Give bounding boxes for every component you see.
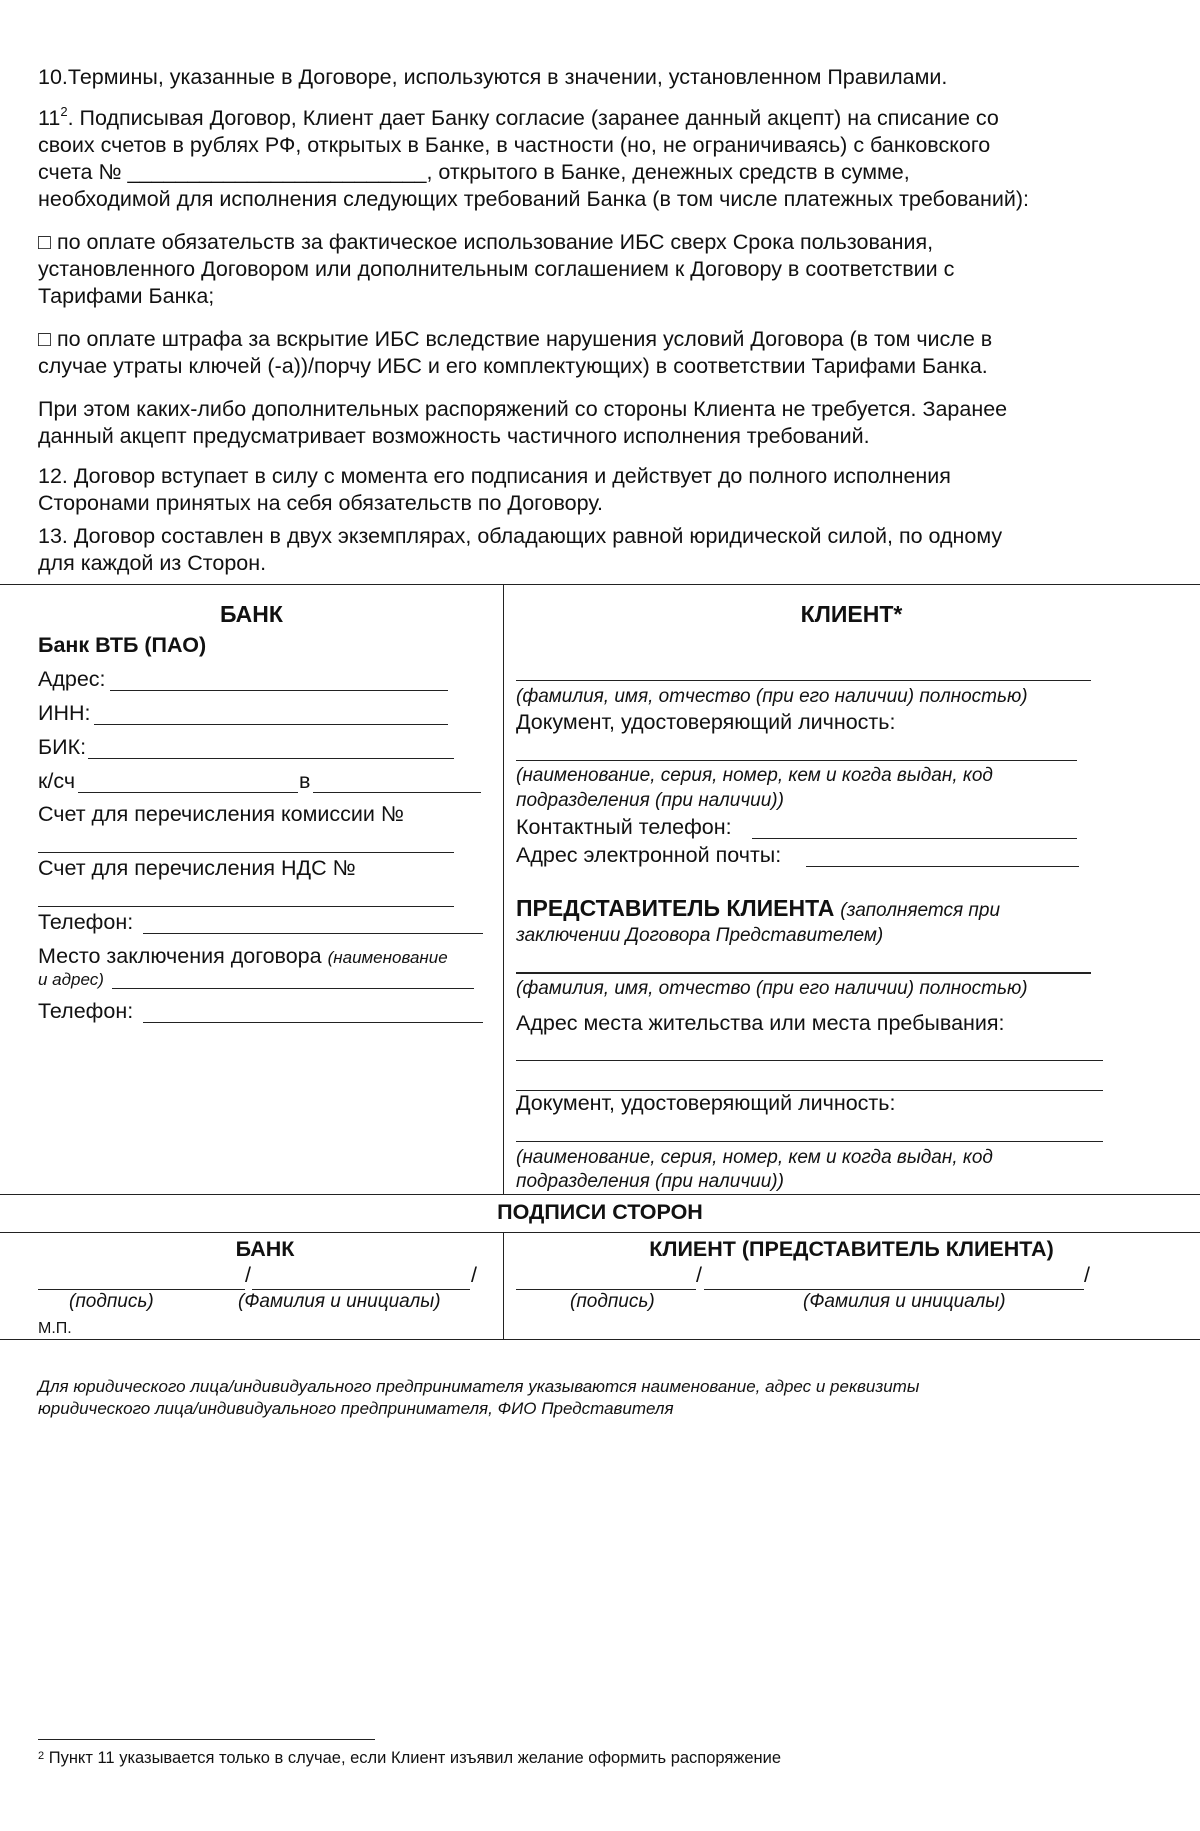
- signatures-bank-header: БАНК: [235, 1237, 295, 1261]
- bank-ks-in-label: в: [299, 769, 311, 793]
- bank-place-label: [38, 943, 448, 971]
- paragraph-12: [38, 463, 1128, 517]
- paragraph-10: [38, 64, 1128, 91]
- bank-bik-label: БИК:: [38, 735, 87, 759]
- paragraph-11-line-3: счета № _________________________, открытого в Банке, денежных средств в сумме,: [38, 160, 910, 184]
- acceptance-note: [38, 396, 1128, 450]
- rep-title-row: [516, 895, 1000, 924]
- bank-address-label: Адрес:: [38, 667, 106, 691]
- bank-place-hint-2: и адрес): [38, 970, 104, 989]
- bank-header: БАНК: [220, 601, 283, 627]
- bank-vat-account-label: Счет для перечисления НДС №: [38, 856, 356, 880]
- bank-name-hint: (Фамилия и инициалы): [238, 1291, 441, 1312]
- rep-fio-line: [516, 972, 1091, 974]
- option-1-line-3: Тарифами Банка;: [38, 284, 215, 308]
- bank-inn-label: ИНН:: [38, 701, 91, 725]
- option-1: [38, 229, 1128, 310]
- paragraph-11-line-1-text: . Подписывая Договор, Клиент дает Банку согласие (заранее данный акцепт) на списание со: [67, 106, 999, 130]
- bank-signature-slash: /: [245, 1263, 251, 1287]
- rep-doc-hint-2: подразделения (при наличии)): [516, 1171, 784, 1192]
- paragraph-12-line-2: Сторонами принятых на себя обязательств по Договору.: [38, 491, 603, 515]
- option-2: [38, 326, 1128, 380]
- bank-ks-bank-line: [313, 792, 481, 793]
- client-fio-hint: (фамилия, имя, отчество (при его наличии) полностью): [516, 686, 1028, 707]
- footnote-text: Пункт 11 указывается только в случае, если Клиент изъявил желание оформить распоряжение: [44, 1749, 782, 1767]
- rep-address-label: Адрес места жительства или места пребывания:: [516, 1011, 1005, 1035]
- paragraph-11-line-2: своих счетов в рублях РФ, открытых в Банке, в частности (но, не ограничиваясь) с банковского: [38, 133, 991, 157]
- bank-place-text: Место заключения договора: [38, 944, 322, 968]
- bank-ks-line: [78, 792, 298, 793]
- bank-signature-slash-end: /: [471, 1263, 477, 1287]
- rep-hint-2: заключении Договора Представителем): [516, 925, 884, 946]
- bank-address-line: [110, 690, 448, 691]
- paragraph-12-line-1: 12. Договор вступает в силу с момента его подписания и действует до полного исполнения: [38, 464, 951, 488]
- bank-name: Банк ВТБ (ПАО): [38, 633, 207, 657]
- bank-commission-account-line: [38, 852, 454, 853]
- bank-signature-hint: (подпись): [69, 1291, 154, 1312]
- paragraph-11-line-4: необходимой для исполнения следующих требований Банка (в том числе платежных требований):: [38, 187, 1029, 211]
- client-email-line: [806, 866, 1079, 867]
- client-doc-line: [516, 760, 1077, 761]
- rep-doc-label: Документ, удостоверяющий личность:: [516, 1091, 896, 1115]
- paragraph-13: [38, 523, 1128, 577]
- footnote-ref: 2: [60, 104, 68, 119]
- stamp-mark: М.П.: [38, 1320, 72, 1337]
- legal-entity-note-line-2: юридического лица/индивидуального предпринимателя, ФИО Представителя: [38, 1399, 674, 1418]
- table-signatures-border: [0, 1194, 1200, 1195]
- bank-phone-2-label: Телефон:: [38, 999, 134, 1023]
- paragraph-11: [38, 105, 1128, 213]
- bank-inn-line: [94, 724, 448, 725]
- paragraph-13-line-1: 13. Договор составлен в двух экземплярах, обладающих равной юридической силой, по одному: [38, 524, 1003, 548]
- paragraph-11-line-1: [38, 105, 1128, 132]
- rep-fio-hint: (фамилия, имя, отчество (при его наличии) полностью): [516, 978, 1028, 999]
- signatures-title: ПОДПИСИ СТОРОН: [497, 1200, 703, 1224]
- client-signature-slash: /: [696, 1263, 702, 1287]
- acceptance-note-line-2: данный акцепт предусматривает возможность частичного исполнения требований.: [38, 424, 870, 448]
- option-1-line-2: установленного Договором или дополнительным соглашением к Договору в соответствии с: [38, 257, 955, 281]
- client-doc-label: Документ, удостоверяющий личность:: [516, 710, 896, 734]
- paragraph-13-line-2: для каждой из Сторон.: [38, 551, 267, 575]
- table-column-divider: [503, 584, 504, 1194]
- paragraph-11-number: 11: [38, 106, 61, 130]
- legal-entity-note-line-1: Для юридического лица/индивидуального предпринимателя указываются наименование, адрес и реквизиты: [38, 1377, 920, 1396]
- rep-address-line-1: [516, 1060, 1103, 1061]
- table-bottom-border: [0, 1339, 1200, 1340]
- bank-ks-label: к/сч: [38, 769, 76, 793]
- footnote-separator: [38, 1739, 375, 1740]
- client-header: КЛИЕНТ*: [800, 601, 903, 627]
- table-signatures-subborder: [0, 1232, 1200, 1233]
- option-2-line-2: случае утраты ключей (-а))/порчу ИБС и его комплектующих) в соответствии Тарифами Банка.: [38, 354, 988, 378]
- client-signature-slash-end: /: [1084, 1263, 1090, 1287]
- client-email-label: Адрес электронной почты:: [516, 843, 782, 867]
- bank-place-line: [112, 988, 474, 989]
- footnote-number: 2: [38, 1750, 45, 1762]
- rep-doc-line: [516, 1141, 1103, 1142]
- client-doc-hint-2: подразделения (при наличии)): [516, 790, 784, 811]
- table-top-border: [0, 584, 1200, 585]
- bank-bik-line: [88, 758, 454, 759]
- rep-doc-hint-1: (наименование, серия, номер, кем и когда выдан, код: [516, 1147, 993, 1168]
- option-2-line-1: □ по оплате штрафа за вскрытие ИБС вследствие нарушения условий Договора (в том числе в: [38, 327, 993, 351]
- rep-hint-1: (заполняется при: [840, 900, 1001, 921]
- paragraph-10-text: 10.Термины, указанные в Договоре, используются в значении, установленном Правилами.: [38, 65, 948, 89]
- acceptance-note-line-1: При этом каких-либо дополнительных распоряжений со стороны Клиента не требуется. Заранее: [38, 397, 1008, 421]
- signatures-client-header: КЛИЕНТ (ПРЕДСТАВИТЕЛЬ КЛИЕНТА): [649, 1237, 1054, 1261]
- bank-place-hint: (наименование: [327, 948, 448, 967]
- bank-phone-label: Телефон:: [38, 910, 134, 934]
- rep-title: ПРЕДСТАВИТЕЛЬ КЛИЕНТА: [516, 895, 835, 921]
- client-name-hint: (Фамилия и инициалы): [803, 1291, 1006, 1312]
- footnote: [38, 1749, 781, 1768]
- bank-vat-account-line: [38, 906, 454, 907]
- client-doc-hint-1: (наименование, серия, номер, кем и когда выдан, код: [516, 765, 993, 786]
- client-fio-line: [516, 680, 1091, 681]
- client-phone-label: Контактный телефон:: [516, 815, 732, 839]
- client-phone-line: [752, 838, 1077, 839]
- bank-phone-2-line: [143, 1022, 483, 1023]
- bank-phone-line: [143, 933, 483, 934]
- option-1-line-1: □ по оплате обязательств за фактическое использование ИБС сверх Срока пользования,: [38, 230, 934, 254]
- bank-commission-account-label: Счет для перечисления комиссии №: [38, 802, 404, 826]
- client-signature-hint: (подпись): [570, 1291, 655, 1312]
